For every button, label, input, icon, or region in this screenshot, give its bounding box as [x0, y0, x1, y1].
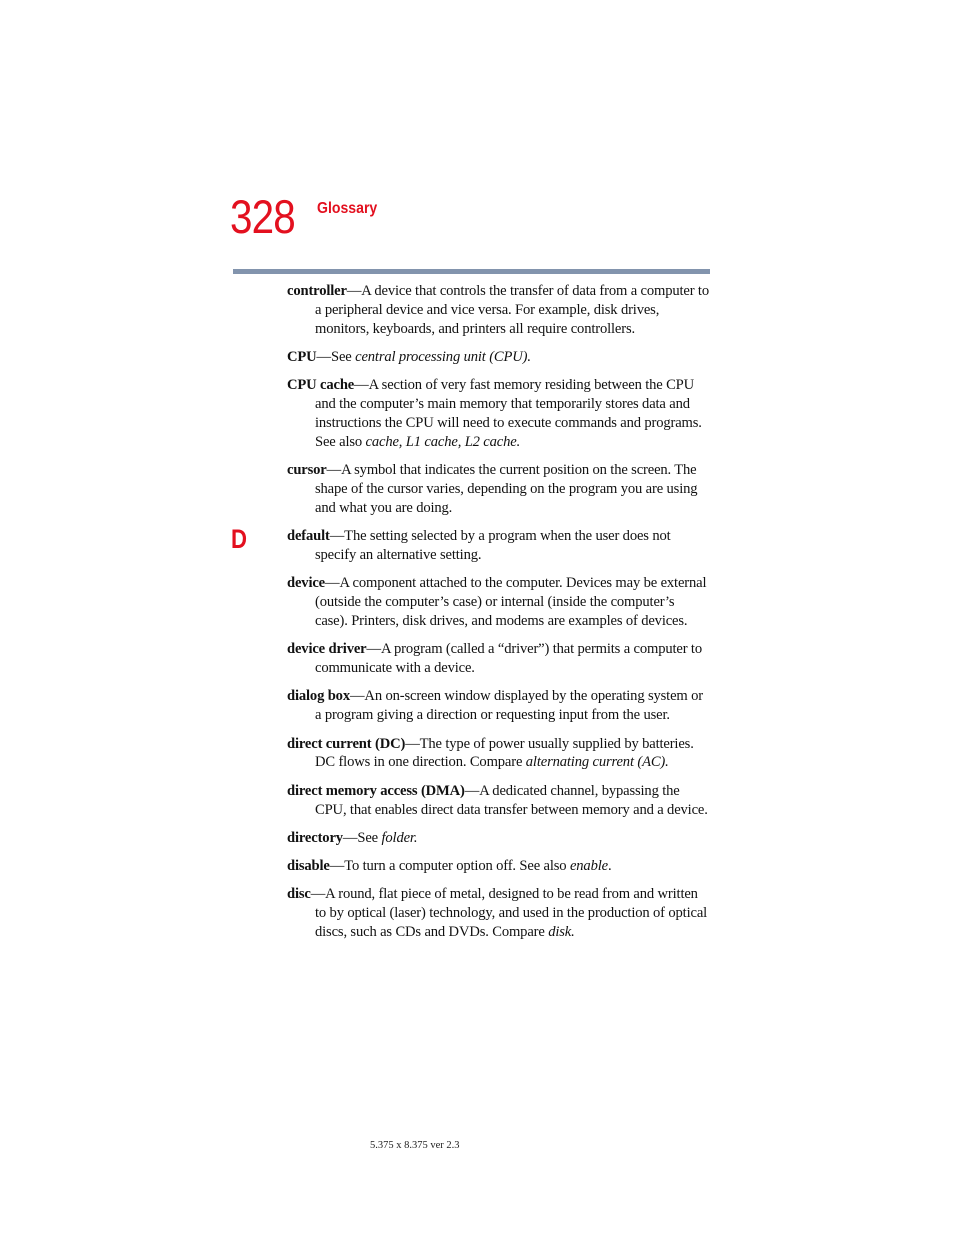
glossary-cross-reference: disk. [548, 923, 575, 940]
glossary-definition-tail: . [607, 857, 612, 874]
glossary-definition: —To turn a computer option off. See also [329, 857, 570, 874]
glossary-term: disable [287, 857, 330, 874]
page-footer: 5.375 x 8.375 ver 2.3 [370, 1140, 460, 1151]
page-number: 328 [230, 190, 295, 243]
glossary-cross-reference: enable [569, 857, 608, 874]
glossary-term: default [287, 528, 330, 545]
glossary-entry-directory [287, 829, 709, 848]
glossary-entry-device [287, 574, 709, 631]
header-rule [233, 269, 710, 274]
glossary-term: dialog box [287, 688, 350, 705]
glossary-term: disc [287, 886, 311, 903]
glossary-term: CPU [287, 349, 317, 366]
glossary-definition: —A symbol that indicates the current position on the screen. The shape of the cursor varies, depending on the program you are using and what you are doing. [315, 462, 698, 516]
glossary-definition: —A dedicated channel, bypassing the CPU, that enables direct data transfer between memory and a device. [315, 782, 708, 818]
glossary-cross-reference: folder. [381, 829, 418, 846]
letter-tab: D [231, 524, 247, 554]
glossary-cross-reference: cache, L1 cache, L2 cache. [365, 433, 521, 450]
glossary-term: device driver [287, 641, 367, 658]
glossary-definition: —The setting selected by a program when the user does not specify an alternative setting. [315, 528, 671, 564]
glossary-definition: —A program (called a “driver”) that permits a computer to communicate with a device. [315, 641, 702, 677]
glossary-entry-cpu [287, 348, 709, 367]
glossary-entry-default [287, 527, 709, 565]
glossary-term: CPU cache [287, 377, 355, 394]
glossary-definition: —A device that controls the transfer of data from a computer to a peripheral device and vice versa. For example, disk drives, monitors, keyboards, and printers all require controllers. [315, 283, 709, 337]
glossary-definition: —The type of power usually supplied by batteries. DC flows in one direction. Compare [315, 735, 694, 771]
glossary-term: directory [287, 829, 343, 846]
glossary-term: controller [287, 283, 347, 299]
glossary-term: direct current (DC) [287, 735, 406, 752]
glossary-definition: —See [316, 349, 356, 366]
section-title: Glossary [317, 200, 378, 217]
glossary-entry-device-driver [287, 640, 709, 678]
glossary-entry-disc [287, 885, 709, 942]
glossary-cross-reference: alternating current (AC). [525, 754, 669, 771]
glossary-entry-direct-memory-access [287, 782, 709, 820]
glossary-entry-controller [287, 282, 709, 339]
glossary-entry-cpu-cache [287, 376, 709, 452]
glossary-definition: —An on-screen window displayed by the operating system or a program giving a direction or requesting input from the user. [315, 688, 703, 724]
glossary-entry-disable [287, 857, 709, 876]
glossary-definition: —See [342, 829, 382, 846]
glossary-entries [287, 282, 709, 951]
glossary-term: device [287, 575, 326, 592]
glossary-definition: —A component attached to the computer. Devices may be external (outside the computer’s case) or internal (inside the computer’s case). Printers, disk drives, and modems are examples of devices. [315, 575, 707, 630]
glossary-definition: —A section of very fast memory residing between the CPU and the computer’s main memory that temporarily stores data and instructions the CPU will need to execute commands and programs. See also [315, 377, 702, 450]
glossary-definition: —A round, flat piece of metal, designed to be read from and written to by optical (laser) technology, and used in the production of optical discs, such as CDs and DVDs. Compare [310, 886, 708, 940]
glossary-term: cursor [287, 462, 327, 479]
glossary-cross-reference: central processing unit (CPU). [355, 349, 531, 366]
glossary-entry-direct-current [287, 735, 709, 773]
glossary-entry-dialog-box [287, 687, 709, 725]
glossary-term: direct memory access (DMA) [287, 782, 465, 799]
glossary-entry-cursor [287, 461, 709, 518]
